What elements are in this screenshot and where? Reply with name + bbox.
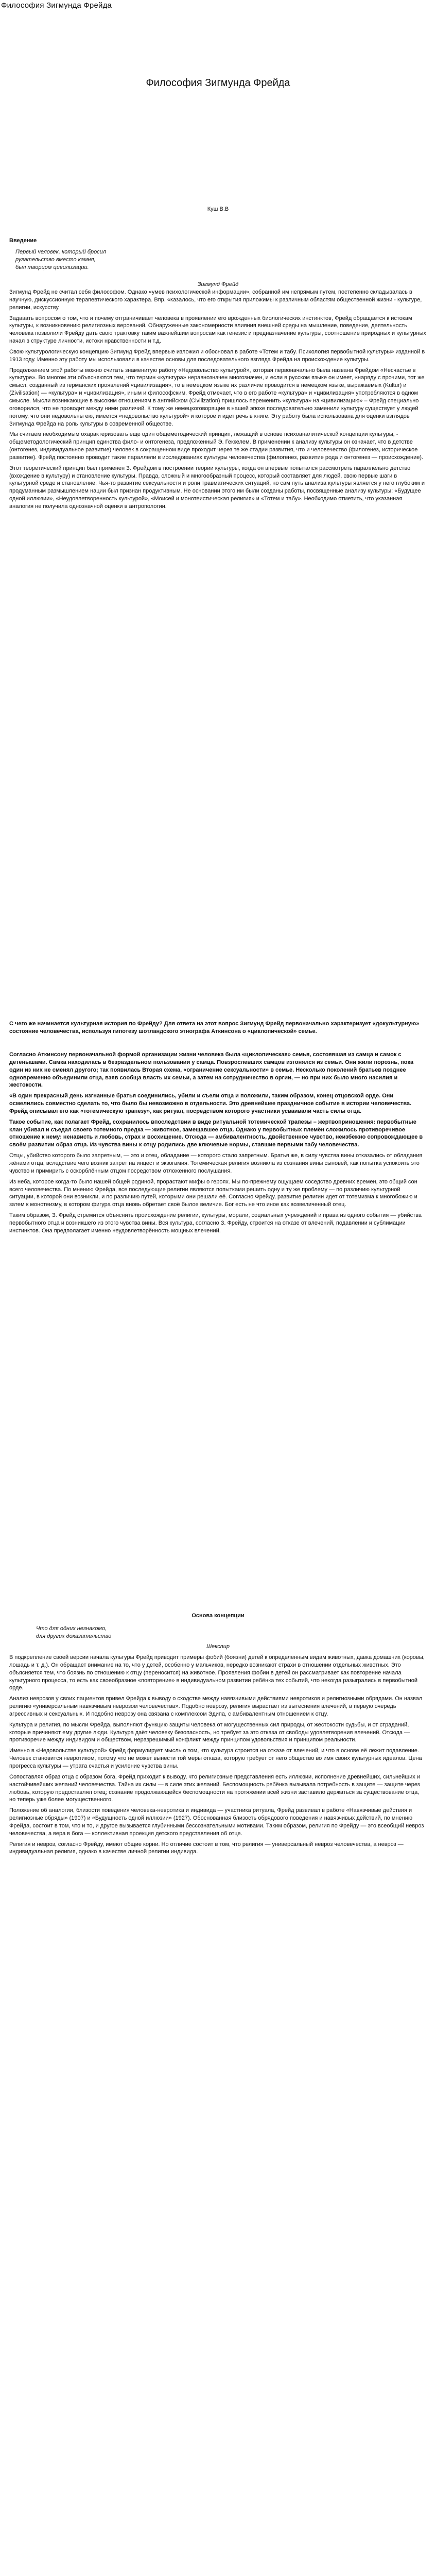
paragraph: Свою культурологическую концепцию Зигмунд Фрейд впервые изложил и обосновал в работе «Тотем и табу. Психология первобытной культуры» изданной в 1913 году. Именно эту работу мы использовали в качестве основы для последовательного взгляда Фрейда на происхождение культуры.	[9, 348, 425, 363]
window-title: Философия Зигмунда Фрейда	[1, 1, 112, 10]
paragraph: Продолжением этой работы можно считать знаменитую работу «Недовольство культурой», которая первоначально была названа Фрейдом «Несчастье в культуре». Во многом эти объясняются тем, что термин «культура» неравнозначен многозначен, и если в русском языке он имеет, «наряду с прочими, тот же смысл, созданный из германских проявлений «цивилизация», то в немецком языке их различие проводится в немецком языке, выражаемых (Kultur) и (Zivilisation) — «культура» и «цивилизация», иным и философским. Фрейд отмечает, что в его работе «культура» и «цивилизация» употребляются в одном смысле. Мысли возникающие в высоким отношениям в английском (Civilization) пришлось переменить «культура» на «цивилизацию» – Фрейд специально оговорился, что не проводит между ними различий. К тому же немецкоговорящие в нашей эпохе последовательно заменили культуру существует у людей потому, что они недовольны ею, имеется «недовольство культурой» и которое и идет речь в книге. Эту работу была использована для оценки взглядов Зигмунда Фрейда на роль культуры в современной обществе.	[9, 367, 425, 427]
epigraph-line: Первый человек, который бросил	[15, 249, 107, 255]
window-header	[0, 0, 436, 14]
paragraph: «В один прекрасный день изгнанные братья соединились, убили и съели отца и положили, таким образом, конец отцовской орде. Они осмелились совместно сделать то, что было бы невозможно в отдельности. Это древнейшее праздничное событие в истории человечества. Фрейд описывал его как «тотемическую трапезу», как ритуал, посредством которого участники усваивали часть силы отца.	[9, 1093, 412, 1114]
epigraph-2-author: Шекспир	[206, 1643, 230, 1650]
paragraph: Задавать вопросом о том, что и почему отграничивает человека в проявлении его врожденных биологических инстинктов, Фрейд обращается к истокам культуры, к возникновению религиозных верований. Обнаруженные закономерности влияния внешней среды на мышление, поведение, деятельность человека позволили Фрейду дать свою трактовку таким важнейшим вопросам как генезис и предназначение культуры, соотношение природных и культурных начал в структуре личности, истоки нравственности и т.д.	[9, 315, 426, 345]
paragraph: Из неба, которое когда-то было нашей общей родиной, прорастают мифы о героях. Мы по-прежнему ощущаем соседство древних времен, это общий сон всего человечества. По мнению Фрейда, все последующие религии являются попытками решить одну и ту же проблему — по различию культурной ситуации, в которой они возникли, и по различию путей, которыми они решали её. Согласно Фрейду, развитие религии идет от тотемизма к многобожию и затем к монотеизму, в котором фигура отца вновь обретает своё былое величие. Бог есть не что иное как возвеличенный отец.	[9, 1178, 417, 1208]
paragraph: Культура и религия, по мысли Фрейда, выполняют функцию защиты человека от могущественных сил природы, от жестокости судьбы, и от страданий, которые причиняют ему другие люди. Культура даёт человеку безопасность, но требует за это отказа от свободы удовлетворения влечений. Отсюда — противоречие между индивидом и обществом, неразрешимый конфликт между принципом удовольствия и принципом реальности.	[9, 1721, 410, 1743]
epigraph-line: ругательство вместо камня,	[15, 256, 96, 263]
paragraph: Согласно Аткинсону первоначальной формой организации жизни человека была «циклопическая» семья, состоявшая из самца и самок с детенышами. Самка находилась в безраздельном пользовании у самца. Повзрослевших самцов изгонялся из семьи. Они жили порознь, пока один из них не сменял другого; так появилась Вторая схема, «ограничение сексуальности» в семье. Несколько поколений братьев позднее одновременно объединили отца, взяв сообща власть их семьи, а затем на сотрудничество в оргии, — но при них было много насилия и жестокости.	[9, 1052, 414, 1089]
paragraph: В подкрепление своей версии начала культуры Фрейд приводит примеры фобий (боязни) детей к определенным видам животных, давка домашних (коровы, лошадь и т. д.). Он обращает внимание на то, что у детей, особенно у мальчиков, нередко возникают страхи в отношении отдельных животных. Это объясняется тем, что боязнь по отношению к отцу (переносится) на животное. Проявления фобии в детей он рассматривает как повторение начала культурного процесса, то есть как своеобразное «повторение» в индивидуальном развитии ребёнка тех событий, что некогда разыгрались в первобытной орде.	[9, 1654, 425, 1691]
paragraph: Положение об аналогии, близости поведения человека-невротика и индивида — участника ритуала, Фрейд развивал в работе «Навязчивые действия и религиозные обряды» (1907) и «Будущность одной иллюзии» (1927). Обоснованная близость обрядового поведения и навязчивых действий, по мнению Фрейда, состоит в том, что и то, и другое вызывается глубинными бессознательными мотивами. Таким образом, религия по Фрейду — это всеобщий невроз человечества, а вера в бога — коллективная проекция детского представления об отце.	[9, 1807, 424, 1837]
paragraph: Таким образом, З. Фрейд стремится объяснить происхождение религии, культуры, морали, социальных учреждений и права из одного события — убийства первобытного отца и возникшего из этого чувства вины. Вся культура, согласно З. Фрейду, строится на отказе от влечений, подавлении и сублимации инстинктов. Она предполагает именно неудовлетворённость мощных влечений.	[9, 1212, 422, 1234]
main-concepts-heading: Основа концепции	[191, 1613, 245, 1619]
section-1	[9, 289, 427, 514]
epigraph-2	[36, 1625, 111, 1640]
epigraph	[15, 248, 106, 272]
question-heading-block	[9, 1020, 427, 1039]
epigraph-line: был творцом цивилизации.	[15, 264, 89, 270]
epigraph-line: для других доказательство	[36, 1633, 112, 1639]
paragraph: Мы считаем необходимым охарактеризовать еще один общеметодический принцип, лежащий в основе психоаналитической концепции культуры, - общеметодологический принцип единства фило- и онтогенеза, предложенный Э. Геккелем. В применении к анализу культуры он означает, что в детстве (онтогенез, индивидуальное развитие) человек в сокращенном виде проходит через те же стадии развития, что и человечество (филогенез, историческое развитие). Фрейд постоянно проводит такие параллели в исследованиях культуры человечества (филогенез, развитие рода и онтогенез — происхождение).	[9, 431, 424, 461]
paragraph: Такое событие, как полагает Фрейд, сохранилось впоследствии в виде ритуальной тотемической трапезы – жертвоприношения: первобытные клан убивал и съедал своего тотемного предка — животное, замещавшее отца. Однако у первобытных племён сложилось противоречивое отношение к нему: ненависть и любовь, страх и восхищение. Отсюда — амбивалентность, двойственное чувство, неизбежно сопровождающее в своём развитии образ отца. Из чувства вины к отцу родились две ключевые нормы, ставшие первыми табу человечества.	[9, 1118, 423, 1148]
epigraph-line: Что для одних незнакомо,	[36, 1625, 107, 1632]
document-title-block	[0, 77, 436, 89]
paragraph: Именно в «Недовольстве культурой» Фрейд формулирует мысль о том, что культура строится на отказе от влечений, и что в основе её лежит подавление. Человек становится невротиком, потому что не может вынести той меры отказа, которую требует от него общество во имя своих культурных идеалов. Цена прогресса культуры — утрата счастья и усиление чувства вины.	[9, 1748, 422, 1769]
paragraph: Отцы, убийство которого было запретным, — это и отец, обладание — которого стало запретным. Братья же, в силу чувства вины отказались от обладания жёнами отца, вследствие чего возник запрет на инцест и экзогамия. Тотемическая религия возникла из сознания вины сыновей, как попытка успокоить это чувство и примирить с оскорблённым отцом посредством отложенного послушания.	[9, 1153, 423, 1174]
paragraph: Зигмунд Фрейд не считал себя философом. Однако «умев психологической информации», собранной им непрямым путем, постепенно складывалась в научную, дискуссионную терапевтического характера. Впр. «казалось, что его открытия приложимы к различным областям общественной жизни - культуре, религии, искусству.	[9, 289, 422, 311]
section-2	[9, 1051, 427, 1238]
document-author: Куш В.В	[207, 206, 229, 212]
document-title: Философия Зигмунда Фрейда	[146, 77, 290, 89]
intro-heading: Введение	[9, 238, 37, 244]
epigraph-author: Зигмунд Фрейд	[197, 281, 239, 287]
question-heading: С чего же начинается культурная история по Фрейду? Для ответа на этот вопрос Зигмунд Фрейд первоначально характеризует «докультурную» состояние человечества, используя гипотезу шотландского этнографа Аткинсона о «циклопической» семье.	[9, 1021, 420, 1035]
paragraph: Этот теоретический принцип был применен З. Фрейдом в построении теории культуры, когда он впервые попытался рассмотреть параллельно детство (вхождение в культуру) и становление культуры. Правда, сложный и многообразный процесс, который составляет для людей, свою первые шаги в культурной среде и становление. Чья-то развитие сексуальности и роли травматических ситуаций, но сам путь анализа культуры является у него глубоким и продуманным размышлением нации был признан продуктивным. Не основании этого им были созданы работы, посвященные анализу культуры: «Будущее одной иллюзии», «Неудовлетворенность культурой», «Моисей и монотеистическая религия» и «Тотем и табу». Необходимо отметить, что указанная аналогия не получила однозначной оценки в антропологии.	[9, 465, 425, 510]
paragraph: Сопоставляя образ отца с образом бога, Фрейд приходит к выводу, что религиозные представления есть иллюзии, исполнение древнейших, сильнейших и настойчивейших желаний человечества. Тайна их силы — в силе этих желаний. Беспомощность ребёнка вызывала потребность в защите — защите через любовь, которую предоставлял отец; сознание продолжающейся беспомощности на протяжении всей жизни заставило держаться за существование отца, но теперь уже более могущественного.	[9, 1773, 420, 1803]
paragraph: Религия и невроз, согласно Фрейду, имеют общие корни. Но отличие состоит в том, что религия — универсальный невроз человечества, а невроз — индивидуальная религия, однако в качестве личной религии индивида.	[9, 1841, 404, 1855]
paragraph: Анализ неврозов у своих пациентов привел Фрейда к выводу о сходстве между навязчивыми действиями невротиков и религиозными обрядами. Он назвал религию «универсальным навязчивым неврозом человечества». Подобно неврозу, религия вырастает из вытеснения влечений, в первую очередь агрессивных и сексуальных. И подобно неврозу она связана с комплексом Эдипа, с амбивалентным отношением к отцу.	[9, 1696, 423, 1717]
section-3	[9, 1654, 427, 1859]
